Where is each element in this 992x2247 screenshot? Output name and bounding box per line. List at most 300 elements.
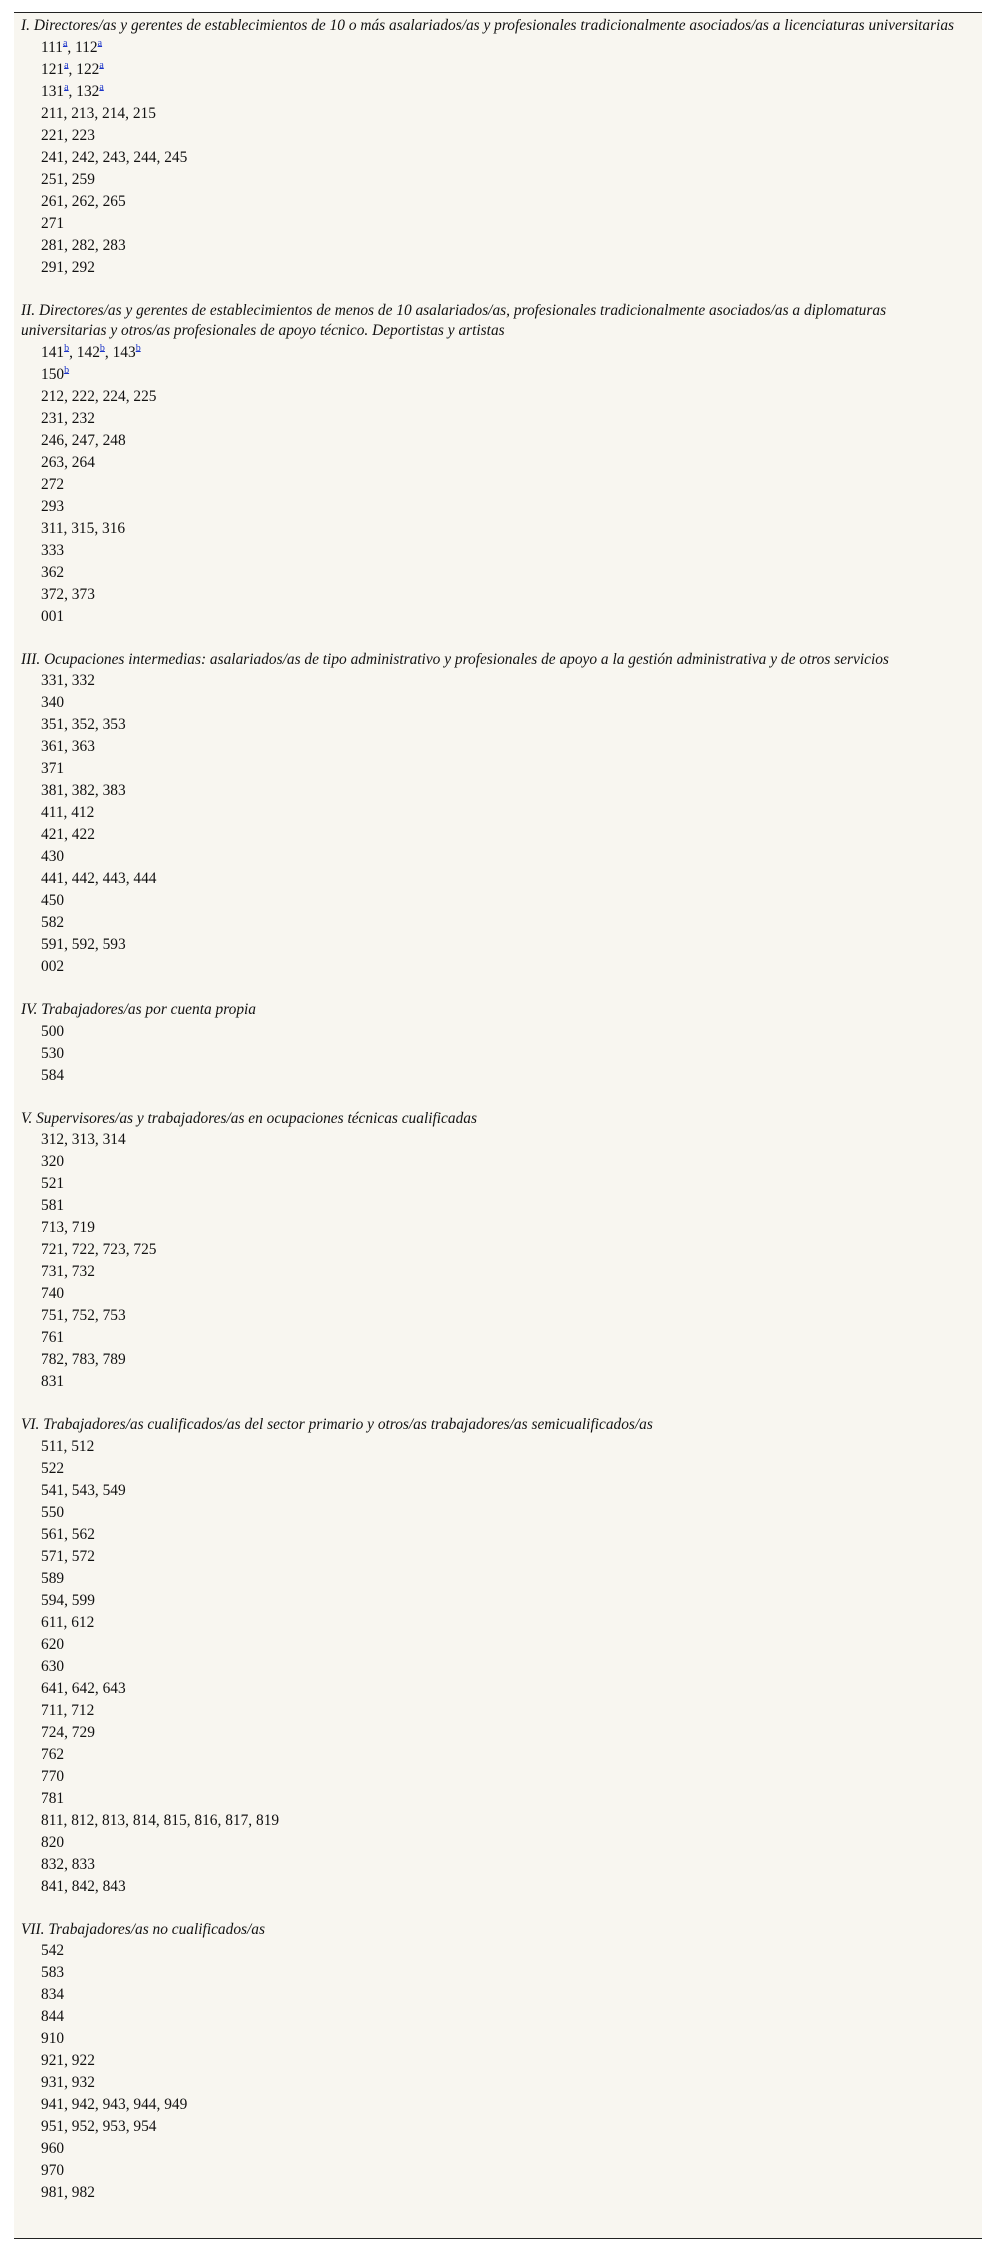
occupation-code: 762 (41, 1745, 65, 1763)
separator: , (94, 192, 103, 210)
occupation-code: 530 (41, 1044, 65, 1062)
occupation-code: 293 (41, 497, 65, 515)
separator: , (64, 826, 72, 843)
code-row (21, 2006, 971, 2028)
code-row (21, 736, 971, 758)
footnote-link[interactable]: a (64, 81, 69, 93)
separator: , (64, 1525, 72, 1543)
code-row (21, 386, 971, 408)
occupation-code: 725 (133, 1241, 157, 1258)
code-row (21, 1502, 971, 1524)
separator: , (68, 82, 77, 100)
section-heading: IV. Trabajadores/as por cuenta propia (21, 1001, 257, 1018)
code-row (21, 670, 971, 692)
occupation-code: 241 (41, 148, 65, 166)
code-row (21, 1876, 971, 1898)
separator: , (67, 38, 76, 56)
code-row (21, 1832, 971, 1854)
separator: , (94, 782, 103, 799)
occupation-code: 711 (41, 1701, 64, 1719)
occupation-code: 970 (41, 2162, 65, 2179)
occupation-code: 262 (71, 192, 95, 210)
separator: , (69, 343, 77, 361)
code-row (21, 1239, 971, 1261)
occupation-code: 612 (71, 1613, 95, 1631)
occupation-code: 833 (71, 1855, 95, 1873)
occupation-code: 731 (41, 1263, 65, 1280)
separator: , (217, 1811, 226, 1829)
code-row (21, 584, 971, 606)
occupation-code: 584 (41, 1066, 65, 1084)
separator: , (248, 1811, 256, 1829)
separator: , (94, 148, 103, 166)
separator: , (63, 1701, 72, 1719)
occupation-code: 721 (41, 1241, 65, 1258)
occupation-code: 332 (71, 672, 95, 689)
occupation-code: 265 (102, 192, 126, 210)
separator: , (64, 258, 72, 276)
code-row (21, 1349, 971, 1371)
section-1 (21, 16, 971, 279)
section-heading: V. Supervisores/as y trabajadores/as en ocupaciones técnicas cualificadas (21, 1109, 477, 1127)
code-row (21, 430, 971, 452)
code-row (21, 1810, 971, 1832)
occupation-code: 572 (71, 1547, 95, 1565)
occupation-code: 729 (71, 1723, 95, 1741)
section-6 (21, 1415, 971, 1898)
occupation-code: 592 (71, 936, 95, 953)
occupation-code: 244 (133, 148, 157, 166)
occupation-code: 932 (71, 2074, 95, 2091)
code-list (21, 37, 971, 279)
section-heading: II. Directores/as y gerentes de establecimientos de menos de 10 asalariados/as, profesionales tradicionalmente asociados/as a diplomaturas universitarias y otros/as profesionales de apoyo técnico. Deportistas y artistas (21, 301, 887, 339)
occupation-code: 643 (102, 1679, 126, 1697)
occupation-code: 641 (41, 1679, 65, 1697)
occupation-code: 442 (71, 870, 95, 887)
separator: , (64, 782, 72, 799)
separator: , (64, 1219, 72, 1236)
occupation-code: 922 (71, 2052, 95, 2069)
section-2 (21, 301, 971, 628)
occupation-code: 820 (41, 1833, 65, 1851)
occupation-code: 954 (133, 2118, 157, 2135)
separator: , (125, 1811, 133, 1829)
occupation-code: 942 (71, 2096, 95, 2113)
separator: , (63, 1437, 72, 1455)
occupation-code: 002 (41, 958, 65, 975)
code-row (21, 1129, 971, 1151)
occupation-code: 225 (133, 387, 157, 405)
occupation-code: 642 (71, 1679, 95, 1697)
separator: , (64, 1855, 72, 1873)
occupation-code: 752 (71, 1307, 95, 1324)
occupation-code: 311 (41, 519, 64, 537)
occupation-code: 751 (41, 1307, 65, 1324)
occupation-code: 500 (41, 1022, 65, 1040)
separator: , (64, 1679, 72, 1697)
occupation-code: 591 (41, 936, 65, 953)
footnote-link[interactable]: a (62, 37, 68, 49)
code-row (21, 1480, 971, 1502)
code-row (21, 364, 971, 386)
occupation-code: 981 (41, 2184, 65, 2201)
code-row (21, 934, 971, 956)
code-row (21, 2138, 971, 2160)
occupation-code: 221 (41, 126, 65, 144)
separator: , (64, 409, 72, 427)
occupation-code: 430 (41, 848, 65, 865)
code-row (21, 802, 971, 824)
footnote-link[interactable]: b (64, 364, 70, 376)
occupation-code: 581 (41, 1197, 65, 1214)
code-row (21, 1984, 971, 2006)
occupation-code: 243 (102, 148, 126, 166)
occupation-code: 783 (71, 1351, 95, 1368)
occupation-code: 251 (41, 170, 65, 188)
code-row (21, 1327, 971, 1349)
occupation-code: 214 (102, 104, 126, 122)
occupation-code: 150 (41, 365, 65, 383)
code-row (21, 235, 971, 257)
occupation-code: 213 (71, 104, 95, 122)
footnote-link[interactable]: a (97, 37, 103, 49)
code-row (21, 1371, 971, 1393)
separator: , (94, 104, 103, 122)
code-row (21, 1590, 971, 1612)
occupation-code: 740 (41, 1285, 65, 1302)
separator: , (63, 1613, 72, 1631)
code-list (21, 670, 971, 978)
occupation-code: 222 (71, 387, 95, 405)
occupation-code: 789 (102, 1351, 126, 1368)
separator: , (155, 1811, 164, 1829)
occupation-code: 259 (71, 170, 95, 188)
separator: , (64, 1547, 72, 1565)
code-row (21, 1043, 971, 1065)
code-row (21, 1195, 971, 1217)
occupation-code: 843 (102, 1877, 126, 1895)
occupation-code: 813 (102, 1811, 126, 1829)
code-row (21, 540, 971, 562)
code-row (21, 824, 971, 846)
occupation-code: 121 (41, 60, 65, 78)
occupation-code: 111 (41, 38, 63, 56)
footnote-link[interactable]: b (135, 342, 141, 354)
separator: , (94, 1877, 103, 1895)
occupation-code: 832 (41, 1855, 65, 1873)
code-row (21, 1962, 971, 1984)
occupation-code: 953 (102, 2118, 126, 2135)
separator: , (64, 453, 72, 471)
occupation-code: 781 (41, 1789, 65, 1807)
separator: , (94, 1679, 103, 1697)
occupation-code: 353 (102, 716, 126, 733)
occupation-code: 910 (41, 2030, 65, 2047)
code-row (21, 714, 971, 736)
separator: , (64, 1723, 72, 1741)
occupation-code: 782 (41, 1351, 65, 1368)
occupation-code: 122 (76, 60, 100, 78)
occupation-code: 844 (41, 2008, 65, 2025)
separator: , (64, 236, 72, 254)
occupation-code: 441 (41, 870, 65, 887)
occupation-code: 361 (41, 738, 65, 755)
occupation-code: 292 (71, 258, 95, 276)
code-row (21, 1700, 971, 1722)
separator: , (64, 585, 72, 603)
separator: , (94, 431, 103, 449)
occupation-code: 450 (41, 892, 65, 909)
code-row (21, 2050, 971, 2072)
separator: , (94, 1241, 103, 1258)
occupation-code: 224 (102, 387, 126, 405)
code-row (21, 1656, 971, 1678)
separator: , (156, 2096, 165, 2113)
footnote-link[interactable]: b (64, 342, 70, 354)
occupation-code: 421 (41, 826, 65, 843)
separator: , (94, 236, 103, 254)
separator: , (64, 2052, 72, 2069)
occupation-code: 231 (41, 409, 65, 427)
separator: , (94, 2118, 103, 2135)
separator: , (64, 431, 72, 449)
footnote-link[interactable]: a (99, 59, 104, 71)
occupation-code: 291 (41, 258, 65, 276)
occupation-code: 313 (71, 1131, 95, 1148)
code-row (21, 474, 971, 496)
occupation-code: 362 (41, 563, 65, 581)
code-row (21, 1940, 971, 1962)
occupation-code: 351 (41, 716, 65, 733)
occupation-code: 141 (41, 343, 65, 361)
code-row (21, 1458, 971, 1480)
table-body (21, 16, 971, 2204)
code-row (21, 956, 971, 978)
separator: , (64, 1351, 72, 1368)
occupation-code: 352 (71, 716, 95, 733)
occupation-code: 443 (102, 870, 126, 887)
separator: , (64, 936, 72, 953)
occupation-code: 841 (41, 1877, 65, 1895)
separator: , (63, 104, 72, 122)
separator: , (156, 148, 165, 166)
code-row (21, 1283, 971, 1305)
occupation-code: 811 (41, 1811, 64, 1829)
occupation-code: 761 (41, 1329, 65, 1346)
code-row (21, 2072, 971, 2094)
occupation-code: 941 (41, 2096, 65, 2113)
code-row (21, 81, 971, 103)
occupation-code: 143 (112, 343, 136, 361)
occupation-code: 382 (71, 782, 95, 799)
code-row (21, 2116, 971, 2138)
occupation-code: 263 (41, 453, 65, 471)
occupation-code: 001 (41, 607, 65, 625)
separator: , (64, 1481, 72, 1499)
occupation-code: 719 (71, 1219, 95, 1236)
separator: , (64, 716, 72, 733)
occupation-code: 921 (41, 2052, 65, 2069)
occupation-code: 583 (41, 1964, 65, 1981)
classification-table (14, 12, 982, 2239)
occupation-code: 272 (41, 475, 65, 493)
occupation-code: 521 (41, 1175, 65, 1192)
footnote-link[interactable]: b (99, 342, 105, 354)
occupation-code: 562 (71, 1525, 95, 1543)
code-row (21, 1305, 971, 1327)
separator: , (64, 192, 72, 210)
code-row (21, 1722, 971, 1744)
code-list (21, 1129, 971, 1393)
occupation-code: 812 (71, 1811, 95, 1829)
separator: , (64, 1241, 72, 1258)
separator: , (94, 1131, 103, 1148)
separator: , (125, 104, 133, 122)
occupation-code: 373 (71, 585, 95, 603)
occupation-code: 112 (75, 38, 98, 56)
code-row (21, 408, 971, 430)
occupation-code: 340 (41, 694, 65, 711)
occupation-code: 261 (41, 192, 65, 210)
occupation-code: 816 (194, 1811, 218, 1829)
occupation-code: 630 (41, 1657, 65, 1675)
occupation-code: 724 (41, 1723, 65, 1741)
separator: , (94, 2096, 103, 2113)
code-list (21, 342, 971, 628)
occupation-code: 815 (163, 1811, 187, 1829)
code-row (21, 1568, 971, 1590)
occupation-code: 589 (41, 1569, 65, 1587)
occupation-code: 814 (132, 1811, 156, 1829)
code-row (21, 1766, 971, 1788)
footnote-link[interactable]: a (64, 59, 69, 71)
occupation-code: 333 (41, 541, 65, 559)
code-row (21, 1612, 971, 1634)
occupation-code: 411 (41, 804, 64, 821)
code-row (21, 1524, 971, 1546)
separator: , (63, 804, 72, 821)
separator: , (64, 126, 72, 144)
occupation-code: 549 (102, 1481, 126, 1499)
occupation-code: 593 (102, 936, 126, 953)
code-row (21, 758, 971, 780)
code-row (21, 2028, 971, 2050)
occupation-code: 571 (41, 1547, 65, 1565)
occupation-code: 132 (76, 82, 100, 100)
separator: , (64, 1877, 72, 1895)
separator: , (64, 1591, 72, 1609)
separator: , (94, 1351, 103, 1368)
occupation-code: 264 (71, 453, 95, 471)
code-row (21, 1678, 971, 1700)
occupation-code: 842 (71, 1877, 95, 1895)
occupation-code: 315 (71, 519, 95, 537)
occupation-code: 212 (41, 387, 65, 405)
occupation-code: 444 (133, 870, 157, 887)
code-row (21, 103, 971, 125)
occupation-code: 817 (225, 1811, 249, 1829)
section-5 (21, 1109, 971, 1394)
occupation-code: 282 (71, 236, 95, 254)
occupation-code: 982 (71, 2184, 95, 2201)
occupation-code: 245 (164, 148, 188, 166)
occupation-code: 582 (41, 914, 65, 931)
occupation-code: 314 (102, 1131, 126, 1148)
code-row (21, 606, 971, 628)
occupation-code: 215 (132, 104, 156, 122)
occupation-code: 722 (71, 1241, 95, 1258)
section-heading: I. Directores/as y gerentes de establecimientos de 10 o más asalariados/as y profesionales tradicionalmente asociados/as a licenciaturas universitarias (21, 17, 955, 34)
occupation-code: 960 (41, 2140, 65, 2157)
separator: , (63, 1811, 72, 1829)
occupation-code: 951 (41, 2118, 65, 2135)
occupation-code: 246 (41, 431, 65, 449)
code-row (21, 1436, 971, 1458)
occupation-code: 819 (256, 1811, 280, 1829)
separator: , (94, 1481, 103, 1499)
section-7 (21, 1920, 971, 2205)
code-row (21, 1546, 971, 1568)
code-row (21, 912, 971, 934)
occupation-code: 242 (71, 148, 95, 166)
separator: , (125, 2096, 134, 2113)
code-row (21, 342, 971, 364)
code-row (21, 518, 971, 540)
separator: , (64, 170, 72, 188)
occupation-code: 412 (71, 804, 95, 821)
occupation-code: 248 (102, 431, 126, 449)
occupation-code: 620 (41, 1635, 65, 1653)
occupation-code: 770 (41, 1767, 65, 1785)
code-row (21, 846, 971, 868)
occupation-code: 232 (71, 409, 95, 427)
code-row (21, 1788, 971, 1810)
code-row (21, 147, 971, 169)
code-row (21, 452, 971, 474)
occupation-code: 320 (41, 1153, 65, 1170)
occupation-code: 312 (41, 1131, 65, 1148)
code-row (21, 1173, 971, 1195)
occupation-code: 949 (164, 2096, 188, 2113)
occupation-code: 550 (41, 1503, 65, 1521)
separator: , (94, 519, 103, 537)
code-row (21, 1151, 971, 1173)
section-heading: III. Ocupaciones intermedias: asalariados/as de tipo administrativo y profesionales de apoyo a la gestión administrativa y de otros servicios (21, 650, 889, 668)
occupation-code: 522 (41, 1459, 65, 1477)
code-row (21, 1261, 971, 1283)
code-list (21, 1436, 971, 1898)
section-3 (21, 650, 971, 979)
separator: , (94, 387, 103, 405)
occupation-code: 316 (102, 519, 126, 537)
code-list (21, 1021, 971, 1087)
footnote-link[interactable]: a (99, 81, 104, 93)
occupation-code: 511 (41, 1437, 64, 1455)
code-row (21, 169, 971, 191)
section-heading: VII. Trabajadores/as no cualificados/as (21, 1920, 265, 1938)
occupation-code: 944 (133, 2096, 157, 2113)
section-heading: VI. Trabajadores/as cualificados/as del sector primario y otros/as trabajadores/as semicualificados/as (21, 1416, 653, 1433)
occupation-code: 599 (71, 1591, 95, 1609)
separator: , (63, 519, 72, 537)
occupation-code: 732 (71, 1263, 95, 1280)
occupation-code: 712 (71, 1701, 95, 1719)
occupation-code: 594 (41, 1591, 65, 1609)
separator: , (94, 716, 103, 733)
occupation-code: 281 (41, 236, 65, 254)
occupation-code: 363 (71, 738, 95, 755)
occupation-code: 211 (41, 104, 64, 122)
